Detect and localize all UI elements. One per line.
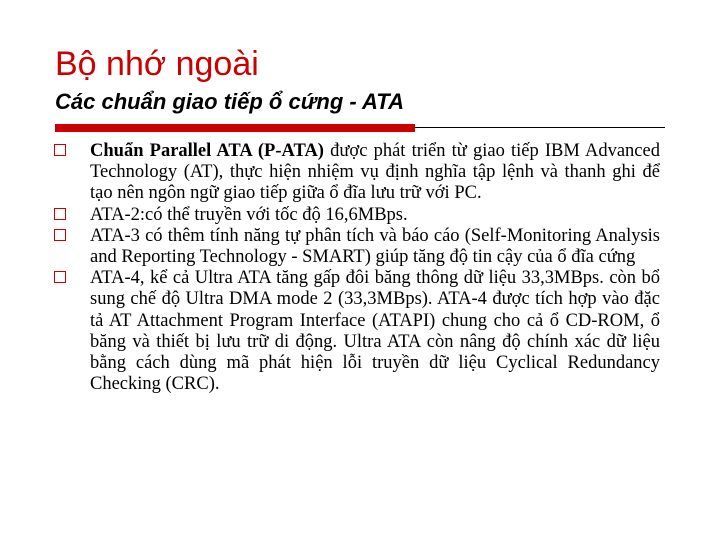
hollow-square-icon [54,271,66,283]
list-item [54,268,660,395]
bullet-list [54,141,660,395]
bullet-text: được phát triển từ giao tiếp IBM Advanced Technology (AT), thực hiện nhiệm vụ định nghĩa tập lệnh và thanh ghi để tạo nên ngôn ngữ giao tiếp giữa ổ đĩa lưu trữ với PC. [90,141,660,204]
hollow-square-icon [54,144,66,156]
bullet-text: ATA-4, kể cả Ultra ATA tăng gấp đôi băng thông dữ liệu 33,3MBps. còn bổ sung chế độ Ultra DMA mode 2 (33,3MBps). ATA-4 được tích hợp vào đặc tả AT Attachment Program Interface (ATAPI) chung cho cả ổ CD-ROM, ổ băng và thiết bị lưu trữ di động. Ultra ATA còn nâng độ chính xác dữ liệu bằng cách dùng mã phát hiện lỗi truyền dữ liệu Cyclical Redundancy Checking (CRC). [90,268,660,395]
title-accent-bar [55,124,415,132]
bullet-text: ATA-3 có thêm tính năng tự phân tích và báo cáo (Self-Monitoring Analysis and Reporting Technology - SMART) giúp tăng độ tin cậy của ổ đĩa cứng [90,225,660,268]
hollow-square-icon [54,229,66,241]
bullet-term: Chuẩn Parallel ATA (P-ATA) [90,141,324,161]
slide-subtitle: Các chuẩn giao tiếp ổ cứng - ATA [55,89,404,114]
slide-title: Bộ nhớ ngoài [55,45,259,83]
list-item [54,205,660,226]
list-item [54,226,660,268]
hollow-square-icon [54,208,66,220]
bullet-text: ATA-2:có thể truyền với tốc độ 16,6MBps. [90,204,408,225]
list-item [54,141,660,205]
